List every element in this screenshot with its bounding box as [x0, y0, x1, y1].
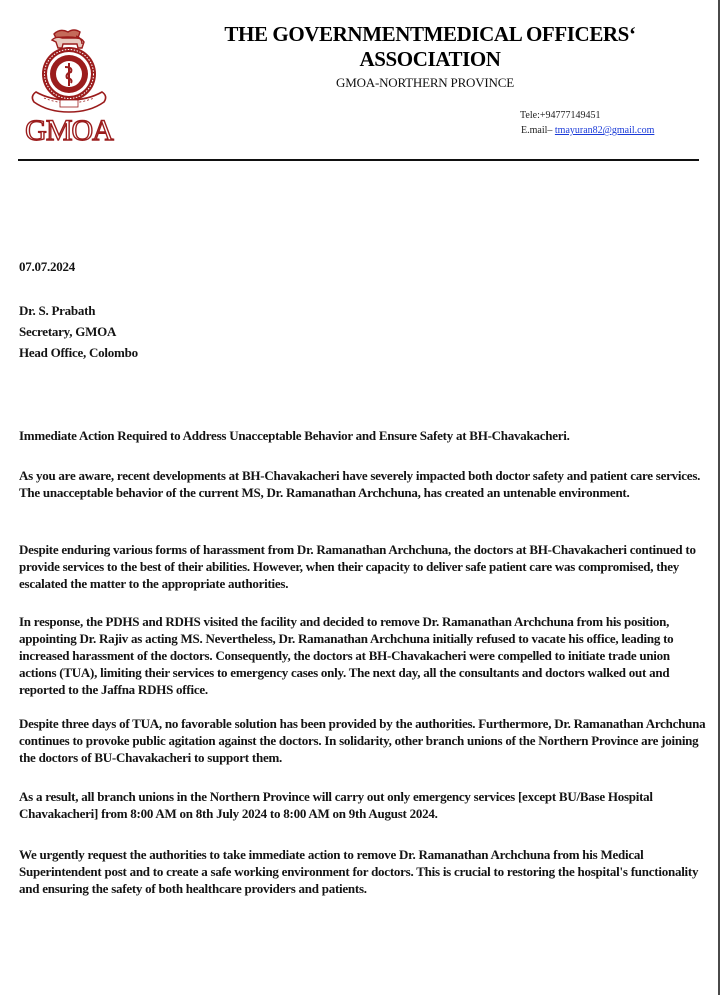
paragraph: Despite enduring various forms of harassment from Dr. Ramanathan Archchuna, the doctors at BH-Chavakacheri continued to provide services to the best of their abilities. However, when their capacity to deliver safe patient care was compromised, they escalated the matter to the appropriate authorities. — [19, 542, 696, 591]
organization-title-line1: THE GOVERNMENTMEDICAL OFFICERS‘ — [224, 22, 636, 46]
telephone-number: Tele:+94777149451 — [520, 110, 601, 121]
letterhead-divider — [18, 159, 699, 161]
recipient-name: Dr. S. Prabath — [19, 303, 96, 318]
gmoa-emblem-icon — [16, 26, 122, 146]
paragraph: We urgently request the authorities to take immediate action to remove Dr. Ramanathan Archchuna from his Medical Superintendent post and to create a safe working environment for doctors. This is crucial to restoring the hospital's functionality and ensuring the safety of both healthcare providers and patients. — [19, 847, 699, 896]
organization-title — [150, 22, 710, 72]
contact-block — [520, 108, 654, 138]
paragraph: Despite three days of TUA, no favorable solution has been provided by the authorities. Furthermore, Dr. Ramanathan Archchuna continues to provoke public agitation against the doctors. In solidarity, other branch unions of the Northern Province are joining the doctors of BU-Chavakacheri to support them. — [19, 716, 706, 765]
paragraph: As a result, all branch unions in the Northern Province will carry out only emergency services [except BU/Base Hospital Chavakacheri] from 8:00 AM on 8th July 2024 to 8:00 AM on 9th August 2024. — [19, 789, 653, 821]
paragraph: As you are aware, recent developments at BH-Chavakacheri have severely impacted both doctor safety and patient care services. The unacceptable behavior of the current MS, Dr. Ramanathan Archchuna, has created an untenable environment. — [19, 468, 701, 500]
recipient-title: Secretary, GMOA — [19, 324, 117, 339]
recipient-block — [19, 300, 709, 363]
letter-subject: Immediate Action Required to Address Unacceptable Behavior and Ensure Safety at BH-Chavakacheri. — [19, 428, 570, 443]
organization-subtitle: GMOA-NORTHERN PROVINCE — [336, 75, 514, 90]
email-label: E.mail– — [521, 125, 555, 136]
recipient-address: Head Office, Colombo — [19, 345, 138, 360]
paragraph: In response, the PDHS and RDHS visited the facility and decided to remove Dr. Ramanathan Archchuna from his position, appointing Dr. Rajiv as acting MS. Nevertheless, Dr. Ramanathan Archchuna initially refused to vacate his office, leading to increased harassment of the doctors. Consequently, the doctors at BH-Chavakacheri were compelled to initiate trade union actions (TUA), limiting their services to emergency cases only. The next day, all the consultants and doctors walked out and reported to the Jaffna RDHS office. — [19, 614, 674, 697]
organization-title-line2: ASSOCIATION — [359, 47, 501, 71]
letter-date: 07.07.2024 — [19, 259, 75, 274]
email-link[interactable]: tmayuran82@gmail.com — [554, 125, 655, 136]
svg-text:GMOA: GMOA — [25, 114, 113, 146]
email-row — [521, 123, 654, 138]
